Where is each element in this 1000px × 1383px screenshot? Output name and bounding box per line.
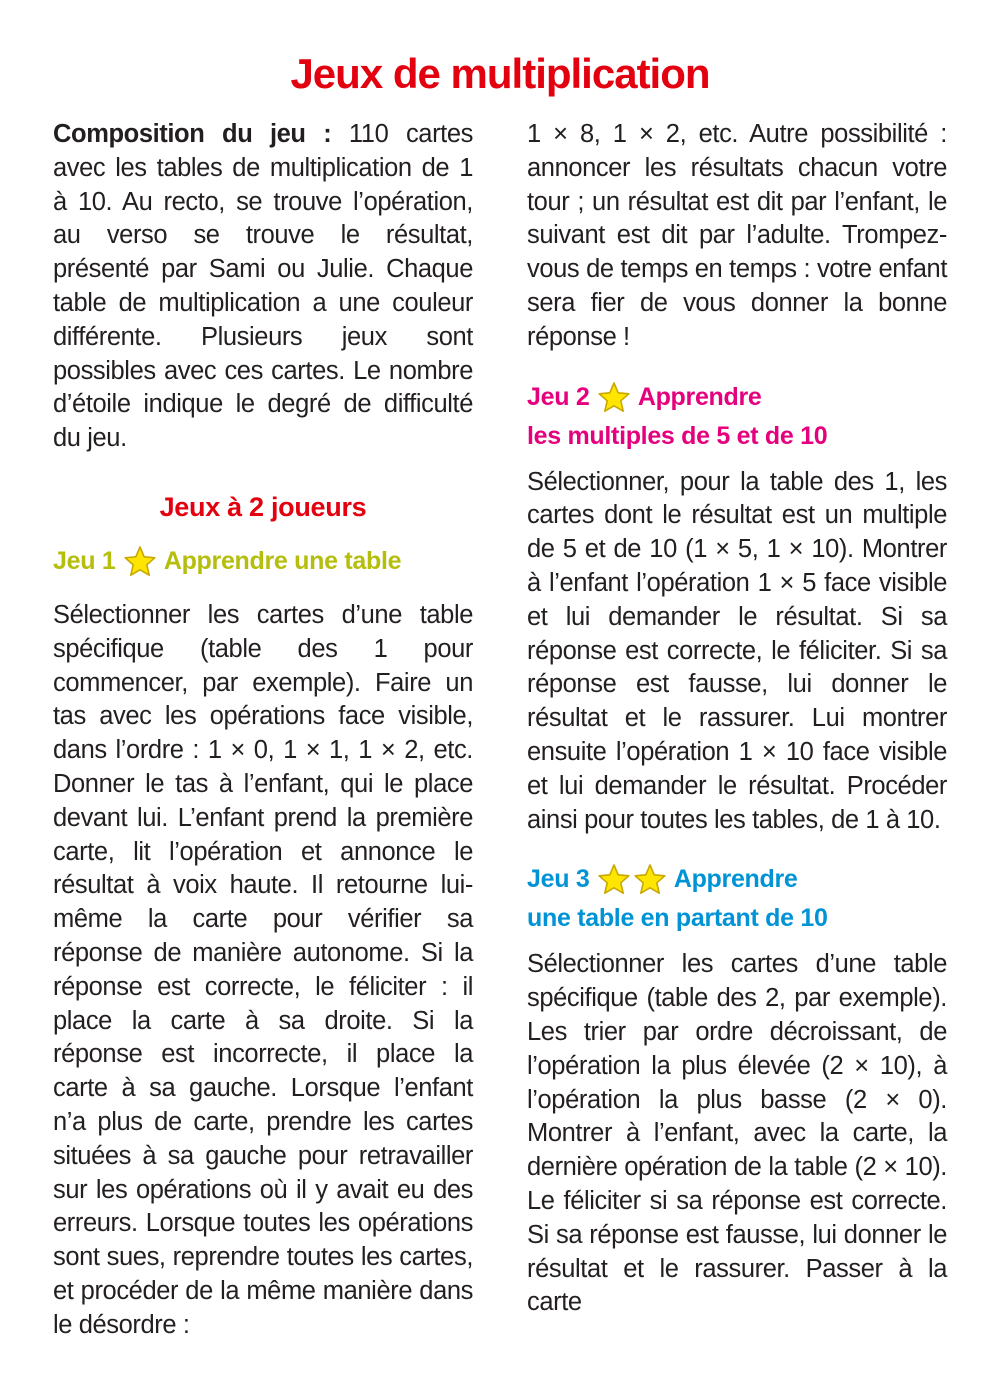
- intro-lead: Composition du jeu :: [53, 120, 332, 148]
- intro-paragraph: [53, 118, 473, 456]
- right-column: [527, 118, 947, 1320]
- jeu3-title-line1: Apprendre: [673, 865, 798, 894]
- jeu2-text: Sélectionner, pour la table des 1, les cartes dont le résultat est un multiple de 5 et de 10 (1 × 5, 1 × 10). Montrer à l’enfant l’opération 1 × 5 face visible et lui demander le résultat. Si sa réponse est correcte, le féliciter. Si sa réponse est fausse, lui donner le résultat et le rassurer. Lui montrer ensuite l’opération 1 × 10 face visible et lui demander le résultat. Procéder ainsi pour toutes les tables, de 1 à 10.: [527, 467, 947, 834]
- star-icon: [598, 381, 630, 421]
- jeu1-title: Apprendre une table: [163, 546, 402, 575]
- jeu3-label: Jeu 3: [527, 865, 590, 894]
- jeu2-label: Jeu 2: [527, 382, 590, 411]
- jeu1-heading: [53, 545, 473, 585]
- star-icon: [598, 863, 630, 903]
- star-icon: [634, 863, 666, 903]
- left-column: [53, 118, 473, 1343]
- jeu2-title-line1: Apprendre: [637, 382, 762, 411]
- jeu1-label: Jeu 1: [53, 546, 116, 575]
- jeu3-text: Sélectionner les cartes d’une table spécifique (table des 2, par exemple). Les trier par ordre décroissant, de l’opération la plus élevée (2 × 10), à l’opération la plus basse (2 × 0). Montrer à l’enfant, avec la carte, la dernière opération de la table (2 × 10). Le féliciter si sa réponse est correcte. Si sa réponse est fausse, lui donner le résultat et le rassurer. Passer à la carte: [527, 950, 947, 1317]
- jeu2-title-line2: les multiples de 5 et de 10: [527, 421, 828, 450]
- jeu1-continuation: 1 × 8, 1 × 2, etc. Autre possibilité : annoncer les résultats chacun votre tour ; un résultat est dit par l’enfant, le suivant est dit par l’adulte. Trompez-vous de temps en temps : votre enfant sera fier de vous donner la bonne réponse !: [527, 120, 947, 351]
- intro-text: 110 cartes avec les tables de multiplication de 1 à 10. Au recto, se trouve l’opération, au verso se trouve le résultat, présenté par Sami ou Julie. Chaque table de multiplication a une couleur différente. Plusieurs jeux sont possibles avec ces cartes. Le nombre d’étoile indique le degré de difficulté du jeu.: [53, 120, 473, 453]
- star-icon: [124, 545, 156, 585]
- jeu3-title-line2: une table en partant de 10: [527, 904, 828, 933]
- jeu1-text: Sélectionner les cartes d’une table spécifique (table des 1 pour commencer, par exemple). Faire un tas avec les opérations face visible, dans l’ordre : 1 × 0, 1 × 1, 1 × 2, etc. Donner le tas à l’enfant, qui le place devant lui. L’enfant prend la première carte, lit l’opération et annonce le résultat à voix haute. Il retourne lui-même la carte pour vérifier sa réponse de manière autonome. Si la réponse est correcte, le féliciter : il place la carte à sa droite. Si la réponse est incorrecte, il place la carte à sa gauche. Lorsque l’enfant n’a plus de carte, prendre les cartes situées à sa gauche pour retravailler sur les opérations où il y avait eu des erreurs. Lorsque toutes les opérations sont sues, reprendre toutes les cartes, et procéder de la même manière dans le désordre :: [53, 600, 473, 1339]
- section-title: Jeux à 2 joueurs: [159, 491, 367, 522]
- jeu2-heading: [527, 381, 947, 452]
- page-title: Jeux de multiplication: [290, 50, 710, 97]
- jeu3-heading: [527, 863, 947, 934]
